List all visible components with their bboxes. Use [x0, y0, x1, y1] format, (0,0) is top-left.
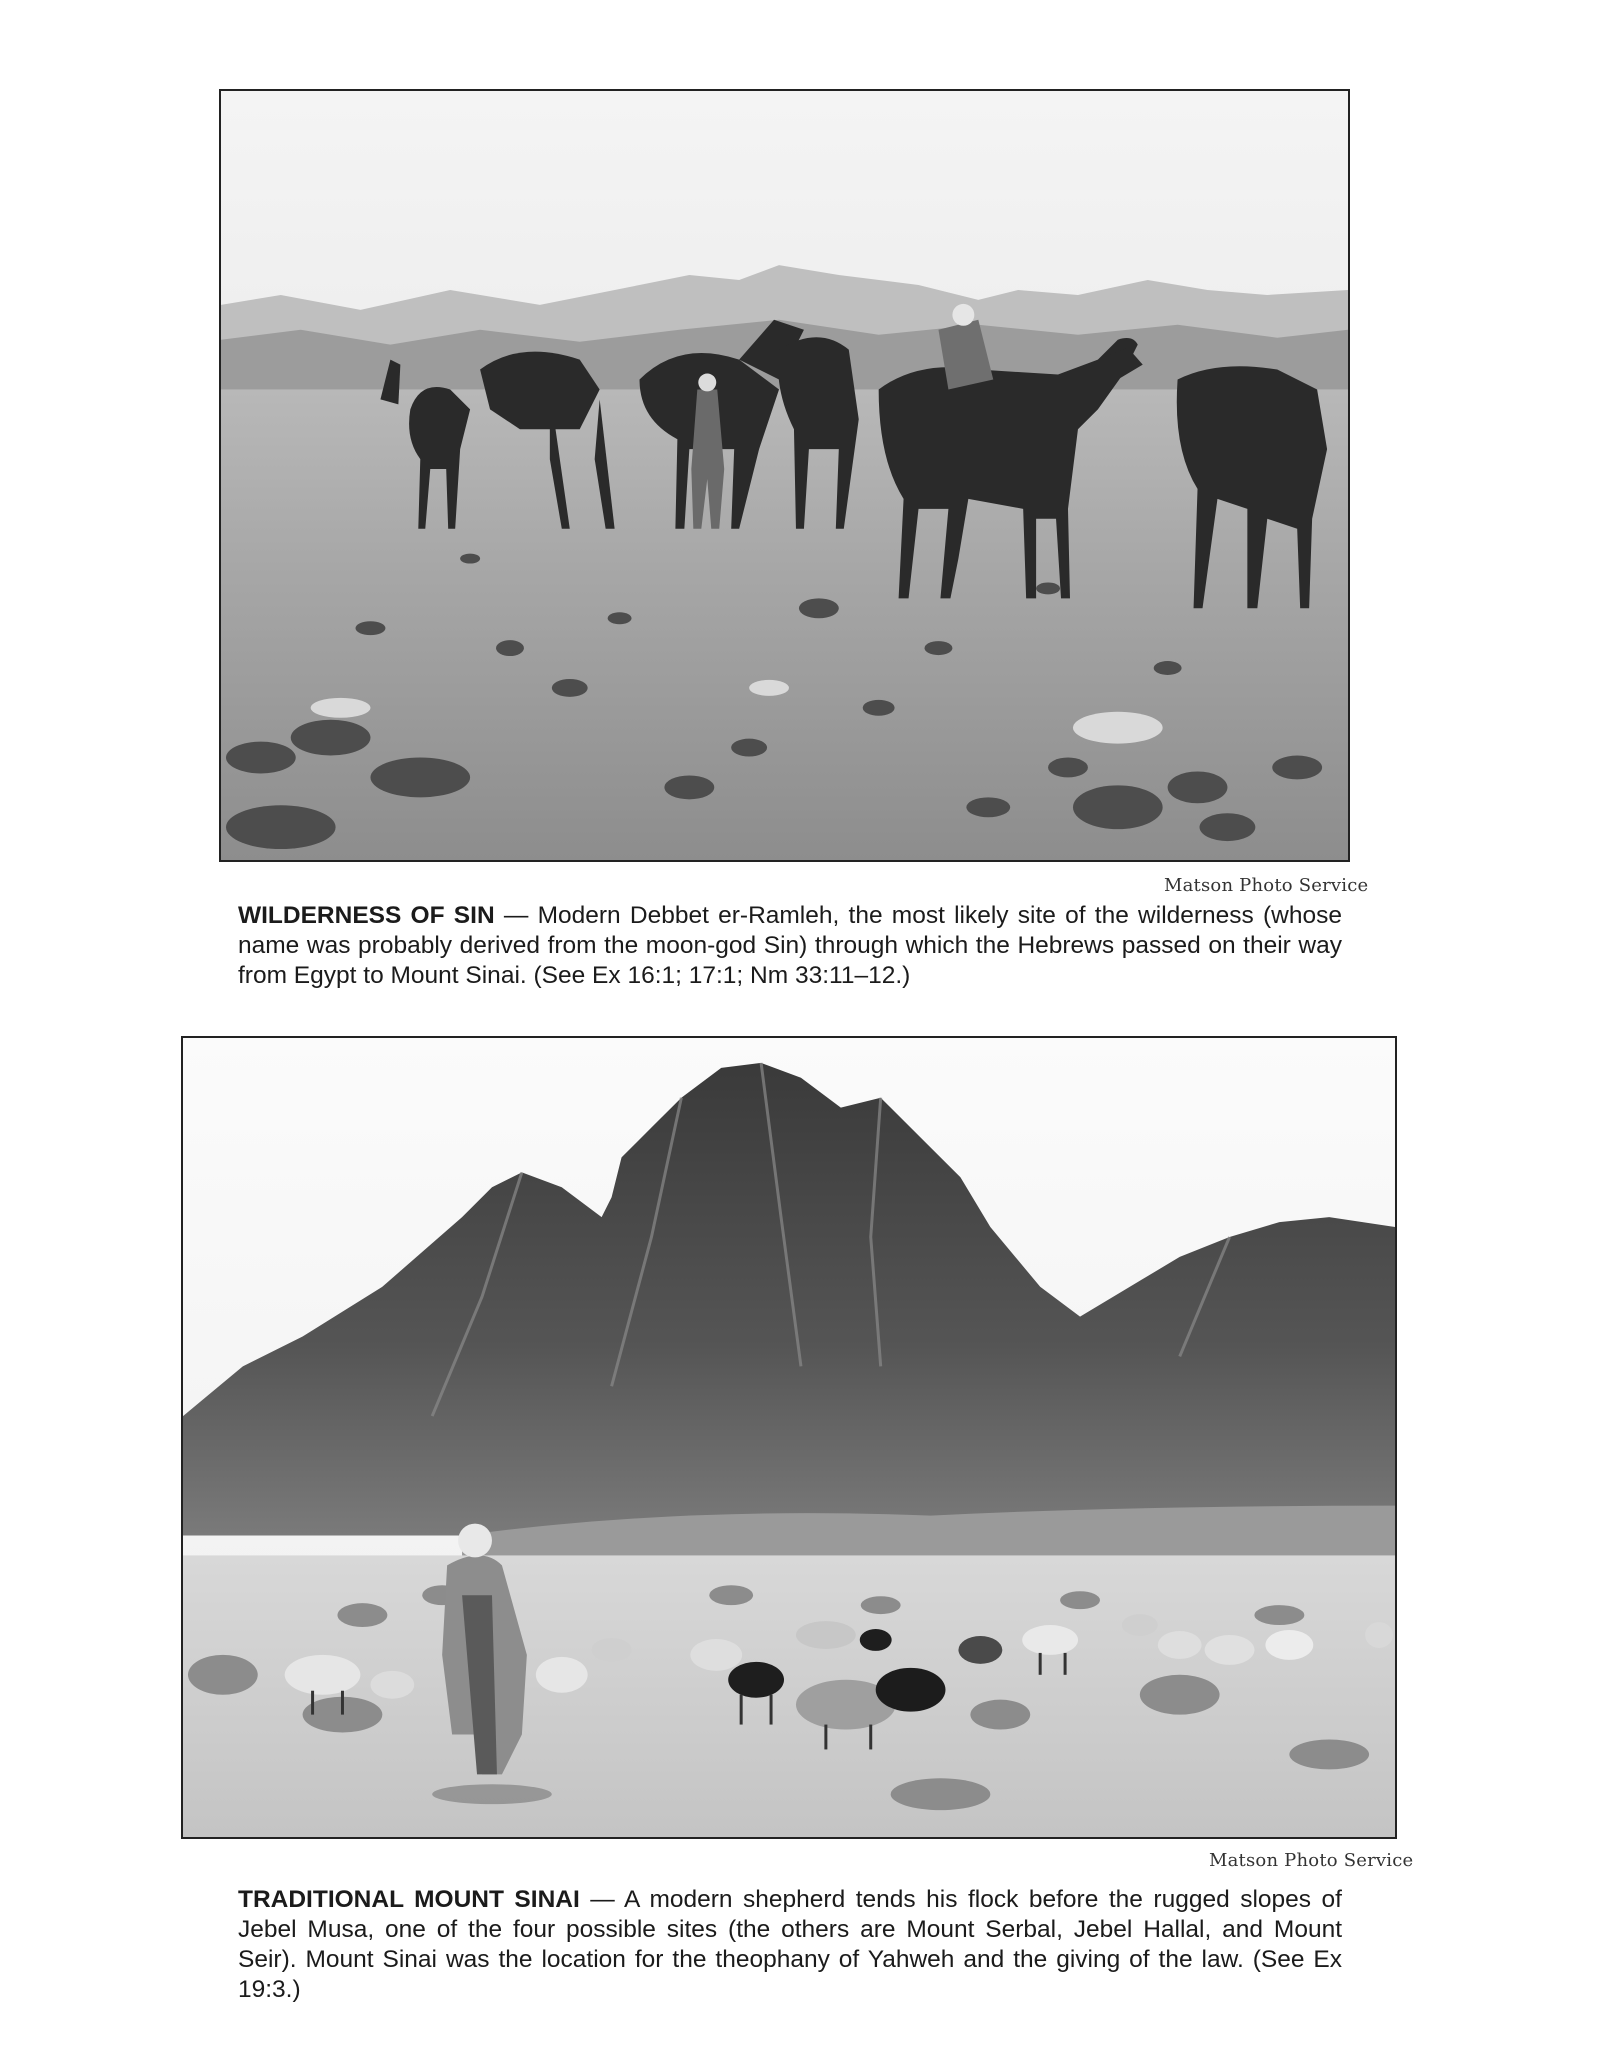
- caption-text: A modern shepherd tends his flock before the rugged slopes of Jebel Musa, one of the four possible sites (the others are Mount Serbal, Jebel Hallal, and Mount Seir). Mount Sinai was the location for the theophany of Yahweh and the giving of the law. (See Ex 19:3.): [238, 1886, 1342, 2003]
- photo-credit: Matson Photo Service: [1209, 1850, 1414, 1871]
- wilderness-of-sin-photo: [219, 89, 1350, 862]
- caption-dash: —: [494, 902, 538, 929]
- caption-dash: —: [579, 1886, 624, 1913]
- caption-text: Modern Debbet er-Ramleh, the most likely site of the wilderness (whose name was probably derived from the moon-god Sin) through which the Hebrews passed on their way from Egypt to Mount Sinai. (See Ex 16:1; 17:1; Nm 33:11–12.): [238, 902, 1342, 989]
- caption-traditional-mount-sinai: [238, 1885, 1342, 2005]
- mount-sinai-photo: [181, 1036, 1397, 1839]
- caption-title: WILDERNESS OF SIN: [238, 902, 495, 929]
- camel-caravan-desert-image: [221, 91, 1348, 860]
- caption-title: TRADITIONAL MOUNT SINAI: [238, 1886, 580, 1913]
- photo-credit: Matson Photo Service: [1164, 875, 1369, 896]
- caption-wilderness-of-sin: [238, 901, 1342, 991]
- mount-sinai-shepherd-image: [183, 1038, 1395, 1837]
